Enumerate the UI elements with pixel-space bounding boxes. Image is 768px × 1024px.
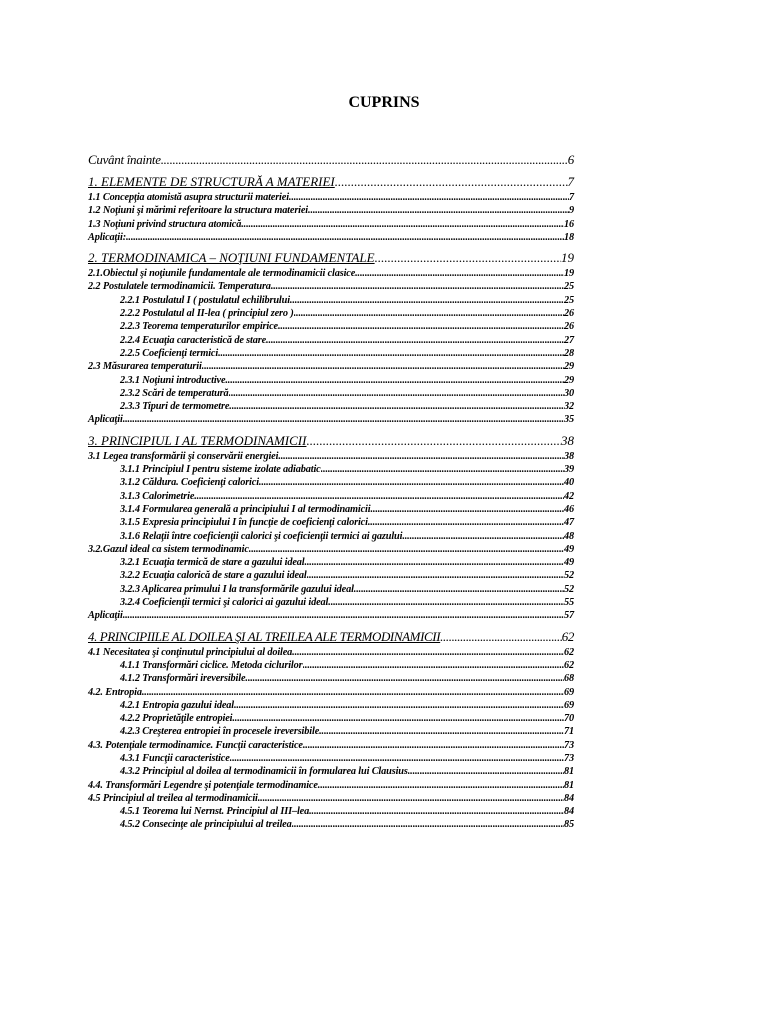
toc-subsection-entry[interactable] <box>88 320 574 333</box>
toc-section-entry[interactable] <box>88 450 574 463</box>
toc-label: 2.2.2 Postulatul al II-lea ( principiul zero ) <box>120 308 294 320</box>
toc-section-entry[interactable] <box>88 543 574 556</box>
toc-label: 2.3 Măsurarea temperaturii <box>88 361 202 373</box>
toc-section-entry[interactable] <box>88 413 574 426</box>
toc-page-number: 35 <box>564 414 574 426</box>
toc-subsection-entry[interactable] <box>88 659 574 672</box>
toc-label: 2.3.1 Noţiuni introductive <box>120 374 226 386</box>
toc-subsection-entry[interactable] <box>88 334 574 347</box>
toc-page-number: 62 <box>564 646 574 658</box>
toc-label: 2.2 Postulatele termodinamicii. Temperatura <box>88 281 271 293</box>
toc-label: 2.2.4 Ecuaţia caracteristică de stare <box>120 334 267 346</box>
toc-label: 4.2.2 Proprietăţile entropiei <box>120 713 233 725</box>
toc-page-number: 46 <box>564 503 574 515</box>
toc-chapter-heading[interactable] <box>88 173 574 191</box>
toc-page-number: 40 <box>564 477 574 489</box>
dot-leader <box>230 752 564 765</box>
toc-label: 3. PRINCIPIUL I AL TERMODINAMICII <box>88 432 307 448</box>
toc-label: 2.2.5 Coeficienţi termici <box>120 347 219 359</box>
toc-page-number: 19 <box>564 268 574 280</box>
dot-leader <box>370 503 564 516</box>
toc-section-entry[interactable] <box>88 360 574 373</box>
toc-label: 4.2. Entropia <box>88 686 142 698</box>
toc-page-number: 26 <box>564 321 574 333</box>
toc-section-entry[interactable] <box>88 218 574 231</box>
toc-section-entry[interactable] <box>88 686 574 699</box>
dot-leader <box>278 450 564 463</box>
dot-leader <box>202 360 564 373</box>
dot-leader <box>232 712 564 725</box>
dot-leader <box>402 530 564 543</box>
toc-chapter-heading[interactable] <box>88 628 574 646</box>
toc-label: 4.3.2 Principiul al doilea al termodinamicii în formularea lui Clausius <box>120 766 408 778</box>
dot-leader <box>258 792 564 805</box>
toc-subsection-entry[interactable] <box>88 516 574 529</box>
dot-leader <box>440 628 562 646</box>
toc-section-entry[interactable] <box>88 609 574 622</box>
toc-subsection-entry[interactable] <box>88 765 574 778</box>
toc-subsection-entry[interactable] <box>88 307 574 320</box>
toc-page-number: 62 <box>564 659 574 671</box>
toc-page-number: 68 <box>564 673 574 685</box>
toc-page-number: 25 <box>564 294 574 306</box>
toc-page-number: 38 <box>564 450 574 462</box>
toc-page-number: 39 <box>564 464 574 476</box>
chapter-list <box>88 173 574 832</box>
toc-page-number: 7 <box>567 174 574 189</box>
toc-subsection-entry[interactable] <box>88 400 574 413</box>
toc-label: 4.4. Transformări Legendre şi potenţiale termodinamice <box>88 779 318 791</box>
toc-subsection-entry[interactable] <box>88 503 574 516</box>
dot-leader <box>303 739 564 752</box>
toc-page-number: 57 <box>564 610 574 622</box>
toc-chapter-heading[interactable] <box>88 432 574 450</box>
toc-label: 1.1 Concepţia atomistă asupra structurii materiei <box>88 192 289 203</box>
toc-label: 4.5.1 Teorema lui Nernst. Principiul al III–lea <box>120 806 310 818</box>
toc-label: Aplicaţii <box>88 414 123 426</box>
dot-leader <box>368 516 564 529</box>
dot-leader <box>318 779 564 792</box>
toc-label: 4.5 Principiul al treilea al termodinamicii <box>88 792 258 804</box>
dot-leader <box>408 765 564 778</box>
dot-leader <box>123 609 564 622</box>
toc-label: 2.2.1 Postulatul I ( postulatul echilibrului <box>120 294 290 306</box>
dot-leader <box>306 432 561 450</box>
toc-label: 4.2.1 Entropia gazului ideal <box>120 699 234 711</box>
toc-label: 4. PRINCIPIILE AL DOILEA ŞI AL TREILEA ALE TERMODINAMICII <box>88 628 441 644</box>
dot-leader <box>245 672 564 685</box>
toc-page-number: 55 <box>564 597 574 609</box>
toc-label: Aplicaţii: <box>88 231 126 243</box>
dot-leader <box>303 659 565 672</box>
dot-leader <box>321 463 564 476</box>
dot-leader <box>294 307 564 320</box>
toc-label: Aplicaţii <box>88 610 123 622</box>
toc-subsection-entry[interactable] <box>88 569 574 582</box>
dot-leader <box>229 387 564 400</box>
toc-page-number: 30 <box>564 387 574 399</box>
toc-page-number: 69 <box>564 686 574 698</box>
toc-page-number: 38 <box>561 432 574 448</box>
toc-section-entry[interactable] <box>88 191 574 204</box>
toc-page-number: 32 <box>564 401 574 413</box>
toc-subsection-entry[interactable] <box>88 387 574 400</box>
toc-subsection-entry[interactable] <box>88 490 574 503</box>
dot-leader <box>161 152 568 168</box>
toc-page-number: 42 <box>564 490 574 502</box>
toc-section-entry[interactable] <box>88 280 574 293</box>
toc-page-number: 29 <box>564 374 574 386</box>
toc-label: 4.3. Potenţiale termodinamice. Funcţii caracteristice <box>88 739 303 751</box>
toc-page-number: 6 <box>567 152 574 167</box>
toc-subsection-entry[interactable] <box>88 725 574 738</box>
toc-page-number: 29 <box>564 361 574 373</box>
toc-label: Cuvânt înainte <box>88 152 161 167</box>
toc-subsection-entry[interactable] <box>88 712 574 725</box>
toc-label: 3.1.1 Principiul I pentru sisteme izolate adiabatic <box>120 464 321 476</box>
dot-leader <box>335 173 568 191</box>
toc-page-number: 9 <box>569 205 574 217</box>
toc-page-number: 81 <box>564 766 574 778</box>
toc-page-number: 18 <box>564 231 574 243</box>
dot-leader <box>225 374 564 387</box>
toc-label: 2. TERMODINAMICA – NOŢIUNI FUNDAMENTALE <box>88 250 375 266</box>
dot-leader <box>278 320 564 333</box>
toc-section-entry[interactable] <box>88 739 574 752</box>
toc-label: 1.2 Noţiuni şi mărimi referitoare la structura materiei <box>88 205 309 217</box>
toc-page-number: 85 <box>564 819 574 831</box>
toc-label: 4.1.2 Transformări ireversibile <box>120 673 246 685</box>
dot-leader <box>241 218 564 231</box>
dot-leader <box>307 569 564 582</box>
toc-label: 3.2.3 Aplicarea primului I la transformările gazului ideal <box>120 583 354 595</box>
toc-page-number: 84 <box>564 806 574 818</box>
toc-page-number: 84 <box>564 792 574 804</box>
page-title: CUPRINS <box>348 94 420 111</box>
toc-label: 2.3.2 Scări de temperatură <box>120 387 229 399</box>
toc-section-entry[interactable] <box>88 204 574 217</box>
toc-page-number: 70 <box>564 713 574 725</box>
dot-leader <box>355 267 564 280</box>
dot-leader <box>142 686 564 699</box>
toc-page-number: 27 <box>564 334 574 346</box>
toc-subsection-entry[interactable] <box>88 699 574 712</box>
toc-label: 1. ELEMENTE DE STRUCTURĂ A MATERIEI <box>88 174 335 189</box>
dot-leader <box>309 805 564 818</box>
toc-page-number: 48 <box>564 530 574 542</box>
dot-leader <box>292 818 564 831</box>
dot-leader <box>123 413 564 426</box>
toc-label: 2.2.3 Teorema temperaturilor empirice <box>120 321 278 333</box>
dot-leader <box>375 249 561 267</box>
toc-page-number: 25 <box>564 281 574 293</box>
toc-label: 1.3 Noţiuni privind structura atomică <box>88 218 242 230</box>
toc-label: 3.2.1 Ecuaţia termică de stare a gazului ideal <box>120 557 305 569</box>
toc-label: 3.1.2 Căldura. Coeficienţi calorici <box>120 477 259 489</box>
dot-leader <box>266 334 564 347</box>
toc-page-number: 62 <box>561 628 574 644</box>
toc-subsection-entry[interactable] <box>88 805 574 818</box>
dot-leader <box>218 347 564 360</box>
toc-label: 3.1 Legea transformării şi conservării energiei <box>88 450 279 462</box>
dot-leader <box>249 543 564 556</box>
toc-label: 3.1.3 Calorimetrie <box>120 490 195 502</box>
dot-leader <box>354 583 564 596</box>
toc-section-entry[interactable] <box>88 646 574 659</box>
toc-subsection-entry[interactable] <box>88 672 574 685</box>
toc-page-number: 71 <box>564 726 574 738</box>
toc-subsection-entry[interactable] <box>88 347 574 360</box>
dot-leader <box>234 699 564 712</box>
toc-label: 4.1 Necesitatea şi conţinutul principiului al doilea <box>88 646 293 658</box>
dot-leader <box>126 231 564 244</box>
toc-page-number: 28 <box>564 347 574 359</box>
toc-page-number: 19 <box>561 250 574 266</box>
toc-label: 2.1.Obiectul şi noţiunile fundamentale ale termodinamicii clasice <box>88 268 356 280</box>
toc-subsection-entry[interactable] <box>88 752 574 765</box>
toc-page-number: 73 <box>564 739 574 751</box>
dot-leader <box>308 204 569 217</box>
toc-label: 2.3.3 Tipuri de termometre <box>120 401 230 413</box>
toc-section-entry[interactable] <box>88 792 574 805</box>
dot-leader <box>304 556 564 569</box>
toc-subsection-entry[interactable] <box>88 818 574 831</box>
toc-page-number: 26 <box>564 308 574 320</box>
toc-label: 3.1.6 Relaţii între coeficienţii calorici şi coeficienţii termici ai gazului <box>120 530 403 542</box>
toc-subsection-entry[interactable] <box>88 374 574 387</box>
toc-subsection-entry[interactable] <box>88 463 574 476</box>
toc-subsection-entry[interactable] <box>88 530 574 543</box>
toc-page-number: 81 <box>564 779 574 791</box>
toc-subsection-entry[interactable] <box>88 476 574 489</box>
toc-section-entry[interactable] <box>88 779 574 792</box>
toc-page-number: 49 <box>564 543 574 555</box>
toc-section-entry[interactable] <box>88 267 574 280</box>
toc-page-number: 7 <box>569 192 574 203</box>
toc-label: 3.1.5 Expresia principiului I în funcţie de coeficienţi calorici <box>120 517 368 529</box>
toc-page-number: 47 <box>564 517 574 529</box>
toc-label: 3.2.2 Ecuaţia calorică de stare a gazului ideal <box>120 570 307 582</box>
toc-chapter-heading[interactable] <box>88 249 574 267</box>
toc-page-number: 16 <box>564 218 574 230</box>
toc-subsection-entry[interactable] <box>88 294 574 307</box>
toc-subsection-entry[interactable] <box>88 583 574 596</box>
toc-label: 3.2.Gazul ideal ca sistem termodinamic <box>88 543 249 555</box>
toc-subsection-entry[interactable] <box>88 596 574 609</box>
toc-label: 3.2.4 Coeficienţii termici şi calorici ai gazului ideal <box>120 597 329 609</box>
toc-page-number: 49 <box>564 557 574 569</box>
dot-leader <box>289 191 569 204</box>
dot-leader <box>292 646 564 659</box>
table-of-contents <box>88 152 574 832</box>
toc-page-number: 73 <box>564 752 574 764</box>
toc-page-number: 69 <box>564 699 574 711</box>
toc-subsection-entry[interactable] <box>88 556 574 569</box>
toc-label: 4.5.2 Consecinţe ale principiului al treilea <box>120 819 292 831</box>
toc-label: 4.1.1 Transformări ciclice. Metoda ciclurilor <box>120 659 303 671</box>
dot-leader <box>259 476 564 489</box>
toc-page-number: 52 <box>564 583 574 595</box>
dot-leader <box>271 280 564 293</box>
toc-label: 3.1.4 Formularea generală a principiului I al termodinamicii <box>120 503 371 515</box>
dot-leader <box>319 725 564 738</box>
dot-leader <box>328 596 564 609</box>
toc-page-number: 52 <box>564 570 574 582</box>
dot-leader <box>194 490 564 503</box>
dot-leader <box>229 400 564 413</box>
toc-section-entry[interactable] <box>88 231 574 244</box>
dot-leader <box>290 294 564 307</box>
toc-label: 4.3.1 Funcţii caracteristice <box>120 752 230 764</box>
toc-entry-foreword[interactable] <box>88 152 574 168</box>
toc-label: 4.2.3 Creşterea entropiei în procesele ireversibile <box>120 726 320 738</box>
